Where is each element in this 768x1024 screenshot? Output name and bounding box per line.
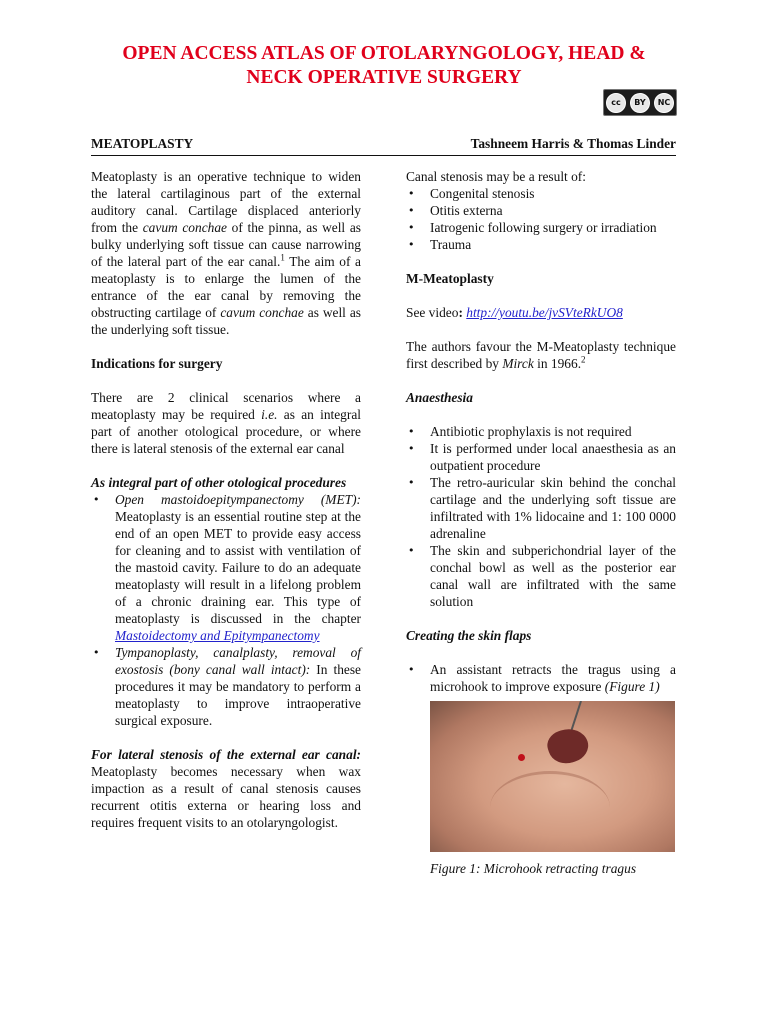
list-item: • It is performed under local anaesthesia as an outpatient procedure	[406, 440, 676, 474]
reference-1[interactable]: 1	[280, 252, 285, 263]
anaesthesia-heading: Anaesthesia	[406, 390, 473, 405]
tympanoplasty-term: Tympanoplasty, canalplasty, removal of exostosis (bony canal wall intact):	[115, 645, 361, 677]
list-item: • Trauma	[406, 236, 676, 253]
authors-favour-paragraph	[406, 338, 676, 372]
retracted-tragus	[544, 724, 593, 769]
lateral-stenosis-text: Meatoplasty becomes necessary when wax impaction as a result of canal stenosis causes recurrent otitis externa or hearing loss and requires frequent visits to an otolaryngologist.	[91, 764, 361, 830]
lateral-stenosis-heading: For lateral stenosis of the external ear canal:	[91, 747, 361, 762]
list-item	[91, 491, 361, 644]
anaesthesia-list	[406, 423, 676, 610]
list-item: • Antibiotic prophylaxis is not required	[406, 423, 676, 440]
intro-term-cavum-1: cavum conchae	[142, 220, 227, 235]
lateral-stenosis-paragraph	[91, 746, 361, 831]
blood-spot	[518, 754, 525, 761]
video-line	[406, 304, 676, 321]
by-icon: BY	[630, 93, 650, 113]
figure-1-caption: Figure 1: Microhook retracting tragus	[430, 861, 637, 876]
reference-2[interactable]: 2	[581, 354, 586, 365]
list-item: • Congenital stenosis	[406, 185, 676, 202]
figure-1-reference: (Figure 1)	[604, 679, 660, 694]
scenarios-text-1: There are 2 clinical scenarios where a meatoplasty may be required	[91, 390, 361, 422]
scenarios-text-2: as an integral part of another otological procedure, or where there is lateral stenosis of the external ear canal	[91, 407, 362, 456]
creative-commons-badge[interactable]	[603, 89, 677, 116]
m-meatoplasty-heading: M-Meatoplasty	[406, 271, 494, 286]
intro-text-1: Meatoplasty is an operative technique to widen the lateral cartilaginous part of the external auditory canal. Cartilage displaced anteriorly from the	[91, 169, 361, 235]
list-item: • The skin and subperichondrial layer of the conchal bowl as well as the posterior ear canal wall are infiltrated with the same solution	[406, 542, 676, 610]
integral-list	[91, 491, 361, 729]
list-item: • Otitis externa	[406, 202, 676, 219]
list-item: • The retro-auricular skin behind the conchal cartilage and the underlying soft tissue are infiltrated with 1% lidocaine and 1: 100 0000 adrenaline	[406, 474, 676, 542]
figure-1-image	[430, 701, 675, 852]
list-item	[91, 644, 361, 729]
scenarios-ie: i.e.	[261, 407, 278, 422]
intro-term-cavum-2: cavum conchae	[220, 305, 304, 320]
intro-text-2: of the pinna, as well as bulky underlying soft tissue can cause narrowing of the lateral part of the ear canal.	[91, 220, 361, 269]
scenarios-paragraph	[91, 389, 361, 457]
list-item: • Iatrogenic following surgery or irradiation	[406, 219, 676, 236]
integral-heading: As integral part of other otological procedures	[91, 475, 347, 490]
favour-mirck: Mirck	[502, 356, 534, 371]
video-label: See video	[406, 305, 459, 320]
atlas-header-line2: NECK OPERATIVE SURGERY	[246, 67, 522, 88]
intro-text-3: The aim of a meatoplasty is to enlarge the lumen of the entrance of the ear canal by removing the obstructing cartilage of	[91, 254, 361, 320]
tympanoplasty-text: In these procedures it may be mandatory to perform a meatoplasty to improve intraoperative surgical exposure.	[115, 662, 361, 728]
right-column	[406, 168, 676, 877]
stenosis-intro: Canal stenosis may be a result of:	[406, 169, 586, 184]
cc-icon: cc	[606, 93, 626, 113]
video-colon: :	[458, 305, 463, 320]
met-term: Open mastoidoepitympanectomy (MET):	[115, 492, 361, 507]
nc-icon: NC	[654, 93, 674, 113]
intro-paragraph	[91, 168, 361, 338]
left-column	[91, 168, 361, 848]
atlas-header-line1: OPEN ACCESS ATLAS OF OTOLARYNGOLOGY, HEAD &	[122, 43, 646, 64]
favour-text-1: The authors favour the M-Meatoplasty technique first described by	[406, 339, 676, 371]
intro-text-4: as well as the underlying soft tissue.	[91, 305, 361, 337]
list-item	[406, 661, 676, 695]
stenosis-causes-list	[406, 185, 676, 253]
article-title-bar	[91, 135, 676, 156]
mastoidectomy-chapter-link[interactable]: Mastoidectomy and Epitympanectomy	[115, 628, 320, 643]
skin-flaps-heading: Creating the skin flaps	[406, 628, 532, 643]
met-text: Meatoplasty is an essential routine step at the end of an open MET to provide easy access for cleaning and to assist with ventilation of the mastoid cavity. Failure to do an adequate meatoplasty will result in a lifelong problem of a chronic draining ear. This type of meatoplasty is discussed in the chapter	[115, 509, 361, 626]
atlas-header	[40, 42, 728, 90]
article-title: MEATOPLASTY	[91, 136, 194, 151]
indications-heading: Indications for surgery	[91, 356, 223, 371]
conchal-fold	[490, 771, 610, 844]
video-link[interactable]: http://youtu.be/jvSVteRkUO8	[466, 305, 623, 320]
favour-text-2: in 1966.	[533, 356, 582, 371]
article-authors: Tashneem Harris & Thomas Linder	[470, 136, 676, 151]
flaps-text: An assistant retracts the tragus using a microhook to improve exposure	[430, 662, 676, 694]
skin-flaps-list	[406, 661, 676, 695]
